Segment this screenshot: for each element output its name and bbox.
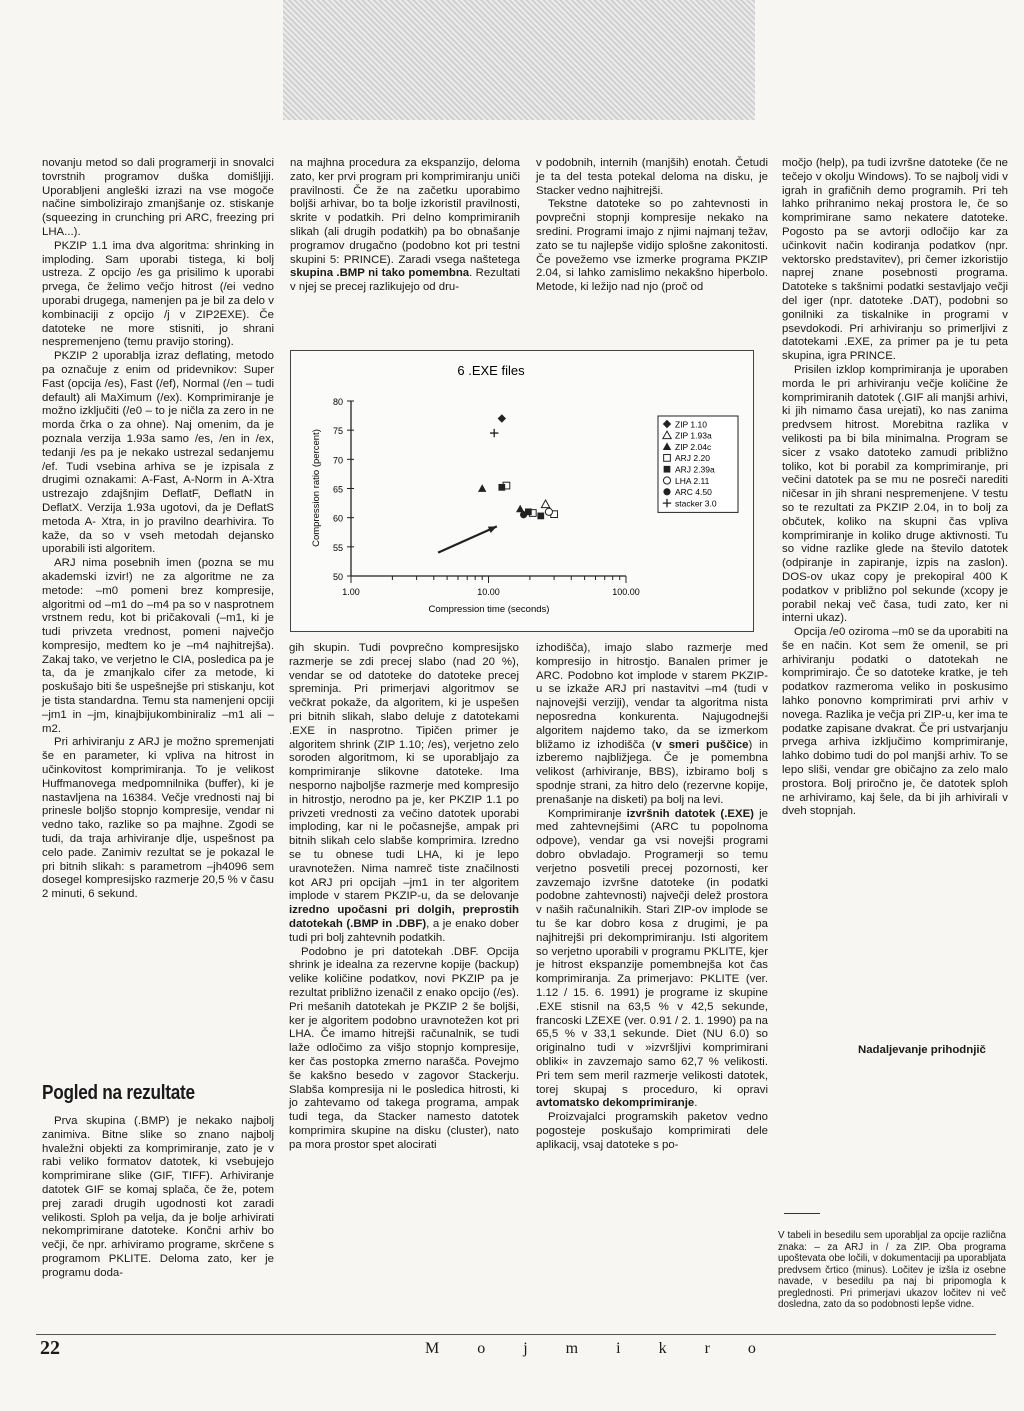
paragraph: Prva skupina (.BMP) je nekako najbolj zanimiva. Bitne slike so znano najbolj hvaležni objekti za komprimiranje, zato je v rabi veliko formatov datotek, ki vsebujejo komprimirane slike (GIF, TIFF). Arhiviranje datotek GIF se komaj splača, če že, potem prej zaradi drugih ugodnosti kot zaradi velikosti. Sploh pa velja, da je bolje arhivirati nekomprimirane datoteke. Končni arhiv bo večji, če npr. arhiviramo programe, skrčene s programom PKLITE. Deloma zato, ker je programu doda- xyxy=(42,1115,274,1279)
legend-label: ZIP 1.10 xyxy=(675,419,707,430)
data-point xyxy=(498,414,506,422)
paragraph: Podobno je pri datotekah .DBF. Opcija shrink je idealna za rezervne kopije (backup) velike količine podatkov, novi PKZIP pa je rezultat približno izenačil z enako opcijo (/es). Pri mešanih datotekah je PKZIP 2 še boljši, ker je algoritem podobno uravnotežen kot pri LHA. Če imamo hitrejši računalnik, se tudi laže odločimo za višjo stopnjo kompresije, ker čas postopka zmerno narašča. Povejmo še kakšno besedo v zagovor Stackerju. Slabša kompresija ni le posledica hitrosti, ki jo zahtevamo od takega programa, ampak tudi tega, da Stacker namesto datotek komprimira skupine na disku (cluster), nato pa mora prostor spet alocirati xyxy=(289,945,519,1151)
data-point xyxy=(516,505,524,513)
legend-label: ZIP 1.93a xyxy=(675,430,712,441)
legend-label: ARJ 2.39a xyxy=(675,464,715,475)
paragraph: gih skupin. Tudi povprečno kompresijsko razmerje se zdi precej slabo (nad 20 %), vendar se od datoteke do datoteke precej spreminja. Pri primerjavi algoritmov se večkrat pokaže, da algoritem, ki je uspešen pri bitnih slikah, slabo deluje z datotekami .EXE in nasprotno. Tipičen primer je algoritem shrink (ZIP 1.10; /es), verjetno zelo soroden algoritmom, ki se uporabljajo za komprimiranje slikovne datoteke. Ima nesporno najboljše razmerje med kompresijo in hitrostjo, nerodno pa je, ker PKZIP 1.1 po privzeti vrednosti za večino datotek uporabi imploding, kar ni le počasnejše, ampak pri bitnih slikah celo slabše komprimira. Izredno se tu obnese tudi LHA, ki je lepo uravnotežen. Nima namreč tiste značilnosti kot ARJ pri opcijah –jm1 in ter algoritem implode v starem PKZIP-u, da se delovanje izredno upočasni pri dolgih, preprostih datotekah (.BMP in .DBF), a je enako dober tudi pri bolj zahtevnih podatkih. xyxy=(289,642,519,944)
arrow-line xyxy=(438,526,497,552)
paragraph: PKZIP 2 uporablja izraz deflating, metodo pa označuje z enim od pridevnikov: Super Fast (opcija /es), Fast (/ef), Normal (/en – tudi default) ali MaXimum (/ex). Komprimiranje je možno izključiti (/e0 – to je ničla za zero in ne morda črka o za ohne). Naj omenim, da je poznala verzija 1.93a samo /es, /en in /ex, tedanji /es pa je nekako ustrezal sedanjemu /ef. Tudi vsebina arhiva se je izpisala z drugimi oznakami: A-Fast, A-Norm in A-Xtra ustrezajo zdajšnjim DeflatF, DeflatN in DeflatX. Verzija 1.93a ugotovi, da je DeflatS metoda A- Xtra, in jo pravilno dearhivira. To kaže, da so v vseh metodah dejansko uporabili isti algoritem. xyxy=(42,350,274,556)
footnote: V tabeli in besedilu sem uporabljal za opcije različna znaka: – za ARJ in / za ZIP. Oba programa upoštevata obe ločili, v dokumentaciji pa uporabljata predvsem črtico (minus). Ločitev je izšla iz osebne navade, v besedilu pa naj bi pripomogla k preglednosti. Pri primerjavi ukazov ločitev ni več dosledna, zato da so podobnosti lepše vidne. xyxy=(778,1230,1006,1310)
paragraph: Opcija /e0 oziroma –m0 se da uporabiti na še en način. Kot sem že omenil, se pri arhiviranju podatki o datotekah ne komprimirajo. Če so datoteke kratke, je teh podatkov razmeroma veliko in poskusimo lahko ponovno komprimirati prvi arhiv v novega. Razlika je večja pri ZIP-u, ker ima te podatke zapisane dvakrat. Če pri ustvarjanju prvega arhiva izključimo komprimiranje, lahko dobimo tudi do pol manjši arhiv. To se lepo sliši, vendar gre običajno za zelo malo prostora. Bolj priročno je, če datotek sploh ne arhiviramo, kaj šele, da bi jih arhivirali v dveh stopnjah. xyxy=(782,626,1009,818)
column-2 xyxy=(290,157,520,295)
paragraph: Proizvajalci programskih paketov vedno pogosteje poskušajo komprimirati dele aplikacij, vsaj datoteke s po- xyxy=(536,1111,768,1151)
legend-marker xyxy=(664,455,671,462)
legend-label: ARC 4.50 xyxy=(675,487,712,498)
paragraph: Tekstne datoteke so po zahtevnosti in povprečni stopnji kompresije nekako na sredini. Programi imajo z njimi najmanj težav, zato se tu najlepše vidijo splošne zakonitosti. Če povežemo vse izmerke programa PKZIP 2.04, si lahko zamislimo nekakšno hiperbolo. Metode, ki ležijo nad njo (proč od xyxy=(536,198,768,294)
data-point xyxy=(478,484,486,492)
column-1-bottom xyxy=(42,1115,274,1281)
paragraph: Prisilen izklop komprimiranja je uporaben morda le pri arhiviranju večje količine že komprimiranih datotek (.GIF ali manjši arhivi, ki jih nimamo časa urejati), ko nas zanima predvsem hitrost. Morebitna razlika v velikosti pa bi bila minimalna. Program se sicer z vsako datoteko zamudi približno toliko, kot bi porabil za komprimiranje, pri večini datotek pa se mu ne posreči narediti ničesar in jih shrani nespremenjene. V testu so te rezultati za PKZIP 2.04, in to bolj za občutek, koliko na skupni čas vpliva komprimiranje in koliko druge aktivnosti. Tu so vidne razlike glede na število datotek (odpiranje in zapiranje, izpis na zaslon). DOS-ov ukaz copy je prekopiral 400 K podatkov v približno pol sekunde (xcopy je porabil nekaj več časa, tudi zato, ker ni interni ukaz). xyxy=(782,363,1008,625)
legend-marker xyxy=(663,477,670,484)
chart-svg xyxy=(291,351,753,631)
paragraph: novanju metod so dali programerji in snovalci tovrstnih programov duška domišljiji. Uporabljeni angleški izrazi na vse mogoče načine simbolizirajo zmanjšanje oz. stiskanje (squeezing in crunching pri ARC, freezing pri LHA...). xyxy=(42,157,274,238)
section-heading: Pogled na rezultate xyxy=(42,1082,195,1104)
column-3 xyxy=(536,157,768,295)
paragraph: na majhna procedura za ekspanzijo, deloma zato, ker prvi program pri komprimiranju uniči pravilnosti. Če že na začetku uporabimo boljši arhivar, bo ta bolje izkoristil pravilnosti, skrite v podatkih. Pri delno komprimiranih slikah (ali drugih podatkih) pa bo obnašanje programov drugačno (podobno kot pri testni skupini 5: PRINCE). Zaradi vsega naštetega skupina .BMP ni tako pomembna. Rezultati v njej se precej razlikujejo od dru- xyxy=(290,157,520,294)
column-4 xyxy=(782,157,1008,819)
page-number: 22 xyxy=(40,1337,60,1359)
data-point xyxy=(545,508,552,515)
paragraph: v podobnih, internih (manjših) enotah. Četudi je ta del testa potekal deloma na disku, je Stacker vedno najhitrejši. xyxy=(536,157,768,197)
legend-label: ARJ 2.20 xyxy=(675,453,710,464)
y-tick-label: 70 xyxy=(332,455,343,466)
paragraph: izhodišča), imajo slabo razmerje med kompresijo in hitrostjo. Banalen primer je ARC. Podobno kot implode v starem PKZIP- u se izkaže ARJ pri nastavitvi –m4 (tudi v najnovejši verziji), vendar ta algoritma nista neposredna konkurenta. Najugodnejši algoritem najdemo tako, da se izmerkom bližamo iz izhodišča (v smeri puščice) in izberemo najbližjega. Če je pomembna velikost (arhiviranje, BBS), izbiramo bolj s spodnje strani, za hitro delo (rezervne kopije, prenašanje na disketi) pa bolj na levi. xyxy=(536,642,769,806)
data-point xyxy=(490,429,498,437)
column-2-bottom xyxy=(289,642,519,1152)
paragraph: močjo (help), pa tudi izvršne datoteke (če ne tečejo v okolju Windows). To se najbolj vidi v igrah in grafičnih demo programih. Pri teh lahko prihranimo nekaj prostora le, če so komprimirane samo nekatere datoteke. Pogosto pa se avtorji odločijo kar za učinkovit način kodiranja podatkov (npr. vektorsko predstavitev), pri čemer izkoristijo naprej znane posebnosti programa. Datoteke s takšnimi podatki sestavljajo večji del iger (npr. datoteke .DAT), podobni so gonilniki za tiskalnike in programi v psevdokodi. Pri arhiviranju so primerljivi z datotekami .EXE, za primer pa je tu peta skupina, igra PRINCE. xyxy=(782,157,1008,363)
x-tick-label: 1.00 xyxy=(342,587,360,597)
legend-label: stacker 3.0 xyxy=(675,498,717,509)
paragraph: Pri arhiviranju z ARJ je možno spremenjati še en parameter, ki vpliva na hitrost in učinkovitost komprimiranja. To je velikost Huffmanovega medpomnilnika (buffer), ki je nastavljena na 16384. Večje vrednosti naj bi prinesle boljšo stopnjo kompresije, vendar ni vedno tako, razlike so pa majhne. Zgodi se tudi, da traja arhiviranje dlje, uspešnost pa celo pade. Zanimiv rezultat se je pokazal le pri bitnih slikah: s parametrom –jh4096 sem dosegel kompresijsko razmerje 20,5 % v času 2 minuti, 6 sekund. xyxy=(42,736,274,901)
paragraph: ARJ nima posebnih imen (pozna se mu akademski izvir!) ne za algoritme ne za metode: –m0 pomeni brez kompresije, algoritmi od –m1 do –m4 pa so v nasprotnem vrstnem redu, kot bi pričakovali (–m1, ki je tudi privzeta vrednost, pomeni največjo kompresijo, medtem ko je –m4 najhitrejša). Zakaj tako, ve verjetno le CIA, posledica pa je ta, da je zmanjkalo cifer za metode, ki poskušajo biti še uspešnejše pri stiskanju, kot je tista standardna. Temu sta namenjeni opciji –jm1 in –jm, kinajbijukombiniraliz –m1 ali –m2. xyxy=(42,557,274,735)
continued-label: Nadaljevanje prihodnjič xyxy=(858,1044,986,1056)
y-tick-label: 80 xyxy=(332,397,343,407)
note-divider xyxy=(784,1213,820,1214)
data-point xyxy=(537,513,544,520)
y-tick-label: 50 xyxy=(332,572,343,582)
y-tick-label: 60 xyxy=(332,513,343,524)
paragraph: Komprimiranje izvršnih datotek (.EXE) je med zahtevnejšimi (ARC tu popolnoma odpove), vendar ga vsi novejši programi dobro obvladajo. Programerji so temu verjetno posvetili precej pozornosti, ker zavzemajo izvršne datoteke (in podatki podobne zahtevnosti) največji delež prostora v naših računalnikih. Stari ZIP-ov implode se tu še kar dobro kosa z drugimi, je pa najhitrejši pri dekomprimiranju. Isti algoritem so verjetno uporabili v programu PKLITE, kjer je hitrost ekspanzije pomembnejša kot čas komprimiranja. Za primerjavo: PKLITE (ver. 1.12 / 15. 6. 1991) je programe iz skupine .EXE stisnil na 63,5 % v 42,5 sekunde, francoski LZEXE (ver. 0.91 / 2. 1. 1990) pa na 65,5 % v 33,1 sekunde. Diet (NU 6.0) so originalno tudi v »izvršljivi komprimirani obliki« in zavzemajo samo 62,7 % velikosti. Pri tem sem meril razmerje velikosti datotek, torej skupaj s proceduro, ki opravi avtomatsko dekomprimiranje. xyxy=(536,807,768,1110)
paragraph: PKZIP 1.1 ima dva algoritma: shrinking in imploding. Sam uporabi tistega, ki bolj ustreza. Z opcijo /es ga prisilimo k uporabi prvega, če želimo večjo hitrost (/ei vedno uporabi drugega, namenjen pa je bil za delo v kombinaciji z opcijo /j v ZIP2EXE). Če datoteke ne more stisniti, jo shrani nespremenjeno (temu pravijo storing). xyxy=(42,239,274,349)
column-1 xyxy=(42,157,274,902)
y-axis-label: Compression ratio (percent) xyxy=(311,429,322,547)
x-axis-label: Compression time (seconds) xyxy=(428,604,550,615)
column-3-bottom xyxy=(536,642,768,1152)
data-point xyxy=(520,511,527,518)
magazine-name: M o j m i k r o xyxy=(425,1340,773,1357)
y-tick-label: 55 xyxy=(332,542,343,553)
legend-label: ZIP 2.04c xyxy=(675,441,712,452)
chart-title: 6 .EXE files xyxy=(457,363,525,378)
data-point xyxy=(498,484,505,491)
legend-label: LHA 2.11 xyxy=(675,475,710,486)
x-tick-label: 10.00 xyxy=(477,587,500,597)
legend-marker xyxy=(663,488,670,495)
legend-marker xyxy=(664,466,671,473)
y-tick-label: 65 xyxy=(332,484,343,495)
x-tick-label: 100.00 xyxy=(612,587,640,597)
data-point xyxy=(541,500,549,508)
exe-scatter-chart xyxy=(290,350,754,632)
y-tick-label: 75 xyxy=(332,426,343,437)
header-graphic xyxy=(283,0,755,120)
footer-divider xyxy=(36,1334,996,1335)
